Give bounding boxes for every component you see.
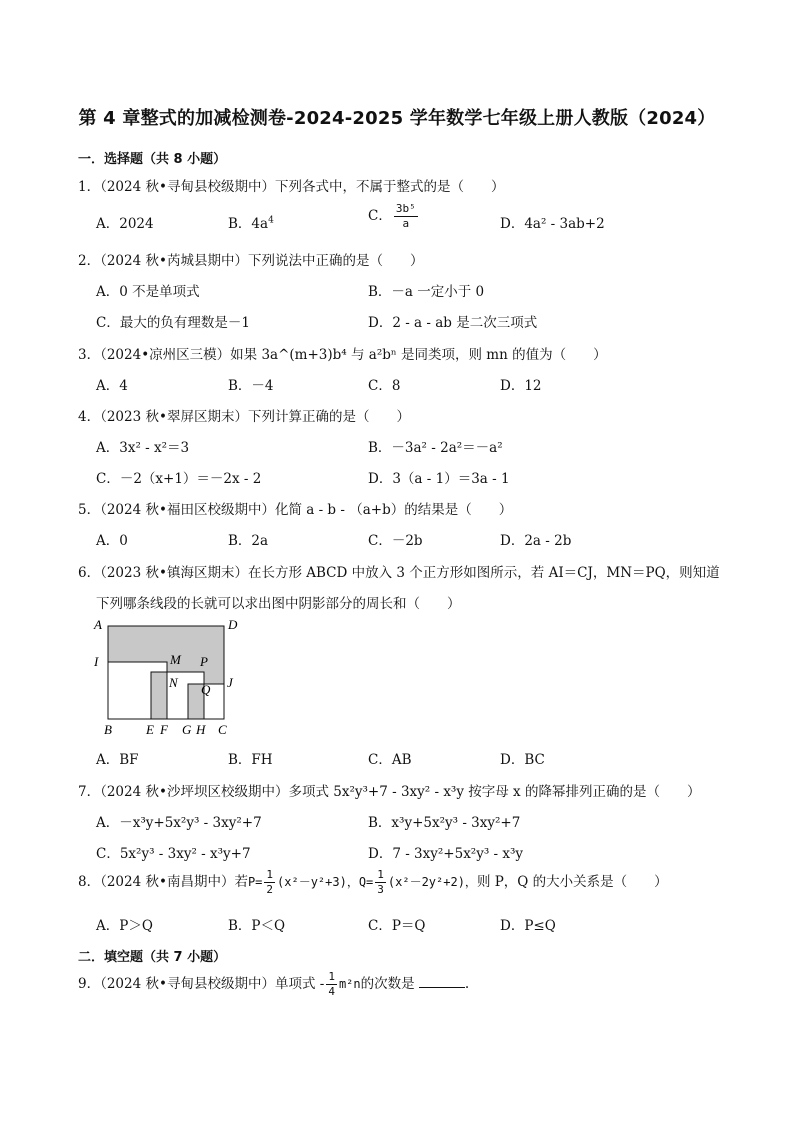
rectangle-squares-diagram (92, 614, 242, 740)
label-g: G (182, 722, 192, 737)
question-9-stem: 9．（2024 秋•寻甸县校级期中）单项式 - $\frac{1}{4}$ m²n的次数是 . (78, 970, 470, 998)
label-b: B (104, 722, 112, 737)
q8-frac1-num: 1 (266, 868, 274, 881)
question-5-stem: 5．（2024 秋•福田区校级期中）化简 a - b - （a+b）的结果是（ ） (78, 502, 513, 518)
q4-option-b: B．－3a² - 2a²＝－a² (368, 440, 503, 456)
q9-fraction (326, 970, 337, 999)
question-3-stem: 3．（2024•凉州区三模）如果 3a^(m+3)b⁴ 与 a²bⁿ 是同类项，则 mn 的值为（ ） (78, 347, 607, 363)
q5-option-b: B．2a (228, 533, 269, 549)
q8-q-expression: (x²－2y²+2)， (387, 875, 477, 889)
q1-option-c-letter: C． (368, 208, 392, 224)
q9-stem-post: 的次数是 (360, 976, 415, 992)
label-c: C (218, 722, 227, 737)
question-2-stem: 2．（2024 秋•芮城县期中）下列说法中正确的是（ ） (78, 253, 424, 269)
q7-option-b: B．x³y+5x²y³ - 3xy²+7 (368, 815, 521, 831)
label-m: M (170, 652, 181, 667)
q1-c-denominator: a (402, 217, 410, 230)
question-4-stem: 4．（2023 秋•翠屏区期末）下列计算正确的是（ ） (78, 409, 410, 425)
page-title: 第 4 章整式的加减检测卷-2024-2025 学年数学七年级上册人教版（2024） (78, 108, 716, 129)
q1-option-b-exp: 4 (268, 215, 274, 226)
label-j: J (227, 675, 233, 690)
label-n: N (169, 675, 178, 690)
question-6-stem-line2: 下列哪条线段的长就可以求出图中阴影部分的周长和（ ） (96, 596, 461, 612)
q8-option-b: B．P＜Q (228, 918, 286, 934)
q5-option-d: D．2a - 2b (500, 533, 572, 549)
label-d: D (228, 617, 238, 632)
q9-monomial: m²n (338, 977, 361, 991)
q1-option-d: D．4a² - 3ab+2 (500, 216, 605, 232)
q6-option-c: C．AB (368, 752, 412, 768)
q4-option-a: A．3x² - x²＝3 (96, 440, 190, 456)
q1-option-c-fraction (394, 202, 418, 231)
q6-option-d: D．BC (500, 752, 545, 768)
q9-frac-den: 4 (328, 985, 335, 998)
q8-p-expression: (x²－y²+3)，Q= (277, 875, 374, 889)
q8-p-label: P= (247, 875, 263, 889)
q8-fraction-half (264, 868, 275, 897)
q4-option-c: C．－2（x+1）＝－2x - 2 (96, 471, 262, 487)
q8-stem-post: 则 P，Q 的大小关系是（ ） (476, 874, 668, 890)
q1-option-b-base: B．4a (228, 216, 269, 232)
section-heading-fill: 二．填空题（共 7 小题） (78, 950, 227, 965)
q9-stem-pre: 9．（2024 秋•寻甸县校级期中）单项式 - (78, 976, 325, 992)
q7-option-d: D．7 - 3xy²+5x²y³ - x³y (368, 846, 524, 862)
label-e: E (146, 722, 154, 737)
label-f: F (160, 722, 168, 737)
q1-option-c (368, 202, 420, 231)
label-q: Q (201, 682, 211, 697)
label-i: I (94, 654, 99, 669)
q7-option-a: A．－x³y+5x²y³ - 3xy²+7 (96, 815, 262, 831)
label-p: P (200, 654, 208, 669)
q2-option-d: D．2 - a - ab 是二次三项式 (368, 315, 538, 331)
label-a: A (94, 617, 102, 632)
q1-option-a: A．2024 (96, 216, 154, 232)
question-1-stem: 1．（2024 秋•寻甸县校级期中）下列各式中，不属于整式的是（ ） (78, 179, 505, 195)
q1-option-b (228, 212, 274, 232)
label-h: H (196, 722, 206, 737)
q2-option-b: B．－a 一定小于 0 (368, 284, 485, 300)
q8-frac2-num: 1 (377, 868, 384, 881)
q3-option-c: C．8 (368, 378, 401, 394)
q9-frac-num: 1 (328, 970, 335, 983)
q8-frac2-den: 3 (377, 883, 384, 896)
q5-option-c: C．－2b (368, 533, 423, 549)
shaded-strip-ef (151, 672, 167, 719)
q8-frac1-den: 2 (266, 883, 274, 896)
q1-c-numerator: 3b⁵ (395, 202, 416, 215)
q3-option-d: D．12 (500, 378, 542, 394)
question-8-stem (78, 868, 668, 897)
q8-option-d: D．P≤Q (500, 918, 556, 934)
q2-option-c: C．最大的负有理数是－1 (96, 315, 250, 331)
q9-answer-blank[interactable] (419, 975, 465, 988)
q3-option-b: B．－4 (228, 378, 274, 394)
q6-option-a: A．BF (96, 752, 139, 768)
q8-stem-pre: 8．（2024 秋•南昌期中）若 (78, 874, 248, 890)
question-6-stem-line1: 6．（2023 秋•镇海区期末）在长方形 ABCD 中放入 3 个正方形如图所示，若 AI＝CJ，MN＝PQ，则知道 (78, 565, 720, 581)
q5-option-a: A．0 (96, 533, 128, 549)
q6-option-b: B．FH (228, 752, 273, 768)
q3-option-a: A．4 (96, 378, 128, 394)
q7-option-c: C．5x²y³ - 3xy² - x³y+7 (96, 846, 251, 862)
q2-option-a: A．0 不是单项式 (96, 284, 200, 300)
section-heading-choice: 一．选择题（共 8 小题） (78, 152, 227, 167)
q4-option-d: D．3（a - 1）＝3a - 1 (368, 471, 510, 487)
q8-option-c: C．P＝Q (368, 918, 426, 934)
q8-option-a: A．P＞Q (96, 918, 153, 934)
question-7-stem: 7．（2024 秋•沙坪坝区校级期中）多项式 5x²y³+7 - 3xy² - x³y 按字母 x 的降幂排列正确的是（ ） (78, 784, 701, 800)
q8-fraction-third (375, 868, 386, 897)
